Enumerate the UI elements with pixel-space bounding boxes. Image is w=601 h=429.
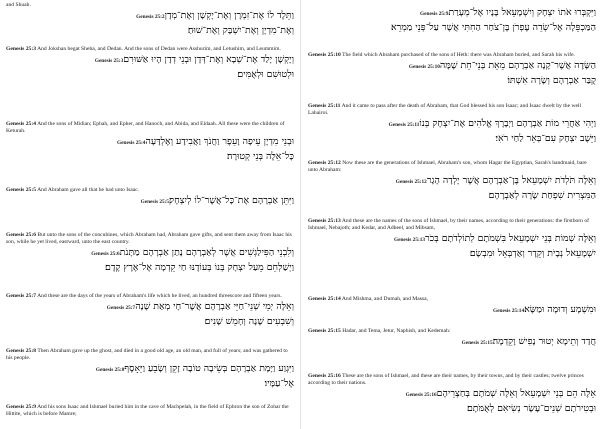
hebrew-text: וְאֵלֶּה שְׁמוֹת בְּנֵי יִשְׁמָעֵאל בִּשְׁמֹתָם לְתוֹלְדֹתָם בְּכֹר [425, 233, 596, 244]
hebrew-text: וְלִבְנֵי הַפִּילַגְשִׁים אֲשֶׁר לְאַבְרָהָם נָתַן אַבְרָהָם מַתָּנֹת [119, 247, 294, 258]
english-verse-text: And Jokshan begat Sheba, and Dedan. And the sons of Dedan were Asshurim, and Letushim, and Leummim. [37, 46, 281, 52]
hebrew-verse-ref: Genesis 25:10 [408, 64, 440, 70]
english-verse-ref: Genesis 25:16 [308, 373, 341, 379]
hebrew-verse-ref: Genesis 25:4 [117, 140, 146, 146]
hebrew-verse-ref: Genesis 25:6 [91, 251, 120, 257]
hebrew-line [308, 60, 596, 74]
english-verse [308, 218, 596, 232]
english-verse [308, 328, 596, 335]
hebrew-line [308, 22, 596, 34]
hebrew-text: אֵלֶּה הֵם בְּנֵי יִשְׁמָעֵאל וְאֵלֶּה שְׁמֹתָם בְּחַצְרֵיהֶם [436, 388, 596, 399]
hebrew-text: וַיְשַׁלְּחֵם מֵעַל יִצְחָק בְּנוֹ בְּעוֹדֶנּוּ חַי קֵדְמָה אֶל־אֶרֶץ קֶדֶם׃ [104, 261, 294, 273]
verse-block [308, 103, 596, 144]
english-verse-ref: Genesis 25:6 [6, 232, 36, 238]
english-verse-ref: Genesis 25:5 [6, 187, 36, 193]
hebrew-verse-ref: Genesis 25:5 [140, 199, 170, 205]
hebrew-line [308, 190, 596, 202]
hebrew-line [308, 118, 596, 132]
hebrew-verse-ref: Genesis 25:15 [461, 340, 493, 346]
english-verse-ref: Genesis 25:15 [308, 328, 341, 334]
hebrew-line [6, 378, 294, 390]
hebrew-line [308, 233, 596, 247]
hebrew-text: וַיִּגְוַע וַיָּמָת אַבְרָהָם בְּשֵׂיבָה טוֹבָה זָקֵן וְשָׂבֵעַ וַיֵּאָסֶף [124, 363, 294, 374]
hebrew-verse-ref: Genesis 25:11 [388, 122, 420, 128]
verse-block [6, 2, 294, 36]
hebrew-text: וְאֶת־מִדְיָן וְאֶת־יִשְׁבָּק וְאֶת־שׁוּחַ׃ [187, 24, 294, 36]
hebrew-verse-ref: Genesis 25:8 [95, 367, 125, 373]
hebrew-line [6, 363, 294, 377]
english-verse-ref: Genesis 25:8 [6, 348, 36, 354]
english-verse [6, 232, 294, 246]
hebrew-text: וּמִשְׁמָע וְדוּמָה וּמַשָּׂא׃ [524, 304, 596, 315]
hebrew-text: יִשְׁמָעֵאל נְבָיֹת וְקֵדָר וְאַדְבְּאֵל וּמִבְשָׂם׃ [469, 247, 596, 259]
hebrew-text: וְאֵלֶּה תֹּלְדֹת יִשְׁמָעֵאל בֶּן־אַבְרָהָם אֲשֶׁר יָלְדָה הָגָר [426, 175, 596, 186]
hebrew-text: וַיִּתֵּן אַבְרָהָם אֶת־כָּל־אֲשֶׁר־לוֹ לְיִצְחָק׃ [169, 195, 294, 206]
hebrew-verse-ref: Genesis 25:7 [106, 305, 136, 311]
english-verse-text: And Mishma, and Dumah, and Massa, [341, 296, 428, 302]
verse-block [308, 373, 596, 414]
right-page [308, 0, 596, 429]
english-verse-ref: Genesis 25:3 [6, 46, 36, 52]
english-verse-ref: Genesis 25:9 [6, 404, 36, 410]
hebrew-text: כָּל־אֵלֶּה בְּנֵי קְטוּרָה׃ [226, 150, 294, 162]
hebrew-line [308, 403, 596, 415]
english-verse-text: And the sons of Midian; Ephah, and Epher, and Hanoch, and Abida, and Eldaah. All these were the children of Keturah. [6, 121, 285, 134]
verse-block [6, 348, 294, 389]
english-verse [6, 121, 294, 135]
hebrew-text: וּלְטוּשִׁם וּלְאֻמִּים׃ [237, 68, 294, 80]
hebrew-line [308, 7, 596, 21]
english-verse-text: And these are the names of the sons of Ishmael, by their names, according to their generations: the firstborn of Ishmael, Nebajoth; and Kedar, and Adbeel, and Mibsam, [308, 218, 590, 231]
hebrew-line [308, 336, 596, 350]
english-verse [308, 160, 596, 174]
hebrew-text: וְאֵלֶּה יְמֵי שְׁנֵי־חַיֵּי אַבְרָהָם אֲשֶׁר־חָי מְאַת שָׁנָה [135, 301, 294, 312]
hebrew-verse-ref: Genesis 25:3 [94, 58, 124, 64]
english-verse-text: And his sons Isaac and Ishmael buried him in the cave of Machpelah, in the field of Ephron the son of Zohar the Hittite, which is before Mamre; [6, 404, 289, 417]
english-verse-ref: Genesis 25:12 [308, 160, 341, 166]
english-verse-text: But unto the sons of the concubines, which Abraham had, Abraham gave gifts, and sent them away from Isaac his son, while he yet lived, eastward, unto the east country. [6, 232, 292, 245]
hebrew-text: וַתֵּלֶד לוֹ אֶת־זִמְרָן וְאֶת־יָקְשָׁן וְאֶת־מְדָן [164, 10, 294, 21]
english-verse [308, 373, 596, 387]
english-verse-ref: Genesis 25:13 [308, 218, 341, 224]
english-verse [6, 46, 294, 53]
english-verse-ref: Genesis 25:11 [308, 103, 341, 109]
hebrew-text: וַיְהִי אַחֲרֵי מוֹת אַבְרָהָם וַיְבָרֶךְ אֱלֹהִים אֶת־יִצְחָק בְּנוֹ [419, 118, 596, 129]
english-verse-text: And Abraham gave all that he had unto Isaac. [37, 187, 140, 193]
hebrew-line [6, 316, 294, 328]
hebrew-text: חֲדַד וְתֵימָא יְטוּר נָפִישׁ וָקֵדְמָה׃ [492, 336, 596, 347]
hebrew-text: קֻבַּר אַבְרָהָם וְשָׂרָה אִשְׁתּוֹ׃ [507, 74, 596, 86]
english-verse [6, 2, 294, 9]
hebrew-line [6, 262, 294, 274]
hebrew-text: וּבְטִירֹתָם שְׁנֵים־עָשָׂר נְשִׂיאִם לְאֻמֹּתָם׃ [466, 402, 596, 414]
english-verse-text: Now these are the generations of Ishmael, Abraham's son, whom Hagar the Egyptian, Sarah's handmaid, bare unto Abraham: [308, 160, 587, 173]
english-verse-text: And it came to pass after the death of Abraham, that God blessed his son Isaac; and Isaac dwelt by the well Lahairoi. [308, 103, 582, 116]
left-page [6, 0, 294, 429]
english-verse-ref: Genesis 25:4 [6, 121, 36, 127]
verse-block [308, 218, 596, 259]
hebrew-verse-ref: Genesis 25:12 [395, 179, 427, 185]
english-verse-ref: Genesis 25:7 [6, 293, 36, 299]
hebrew-text: הַמַּכְפֵּלָה אֶל־שְׂדֵה עֶפְרֹן בֶּן־צֹחַר הַחִתִּי אֲשֶׁר עַל־פְּנֵי מַמְרֵא׃ [390, 21, 596, 33]
hebrew-line [6, 136, 294, 150]
hebrew-verse-ref: Genesis 25:9 [420, 11, 449, 17]
verse-block [308, 160, 596, 201]
hebrew-line [6, 10, 294, 24]
english-verse-ref: Genesis 25:14 [308, 296, 341, 302]
verse-block [6, 293, 294, 327]
hebrew-text: וַיִּקְבְּרוּ אֹתוֹ יִצְחָק וְיִשְׁמָעֵאל בָּנָיו אֶל־מְעָרַת [448, 7, 596, 18]
english-verse [308, 296, 596, 303]
hebrew-text: הַשָּׂדֶה אֲשֶׁר־קָנָה אַבְרָהָם מֵאֵת בְּנֵי־חֵת שָׁמָּה [439, 60, 596, 71]
hebrew-verse-ref: Genesis 25:16 [405, 392, 437, 398]
english-verse-text: Then Abraham gave up the ghost, and died in a good old age, an old man, and full of years; and was gathered to his people. [6, 348, 288, 361]
english-verse [6, 187, 294, 194]
hebrew-text: הַמִּצְרִית שִׁפְחַת שָׂרָה לְאַבְרָהָם׃ [488, 189, 596, 201]
hebrew-line [6, 151, 294, 163]
hebrew-line [308, 175, 596, 189]
english-verse-text: These are the sons of Ishmael, and these are their names, by their towns, and by their castles; twelve princes according to their nations. [308, 373, 584, 386]
hebrew-verse-ref: Genesis 25:14 [493, 308, 525, 314]
english-verse-text: And these are the days of the years of Abraham's life which he lived, an hundred threescore and fifteen years. [37, 293, 282, 299]
verse-block [6, 404, 294, 418]
page-gutter [300, 0, 301, 429]
english-verse [6, 404, 294, 418]
verse-block [6, 187, 294, 209]
hebrew-line [6, 301, 294, 315]
hebrew-verse-ref: Genesis 25:2 [136, 14, 165, 20]
verse-block [6, 46, 294, 80]
english-verse-ref: Genesis 25:10 [308, 52, 341, 58]
hebrew-line [6, 247, 294, 261]
hebrew-line [308, 304, 596, 318]
hebrew-line [6, 25, 294, 37]
hebrew-line [6, 54, 294, 68]
hebrew-text: וְשִׁבְעִים שָׁנָה וְחָמֵשׁ שָׁנִים׃ [204, 315, 294, 327]
verse-block [308, 6, 596, 33]
hebrew-text: וַיֵּשֶׁב יִצְחָק עִם־בְּאֵר לַחַי רֹאִי׃ [495, 132, 596, 144]
hebrew-line [6, 69, 294, 81]
hebrew-line [308, 75, 596, 87]
english-verse [308, 103, 596, 117]
english-verse-text: and Shuah. [6, 2, 31, 8]
verse-block [6, 232, 294, 273]
hebrew-line [308, 248, 596, 260]
english-verse-text: Hadar, and Tema, Jetur, Naphish, and Kedemah: [342, 328, 451, 334]
english-verse [308, 52, 596, 59]
verse-block [308, 328, 596, 350]
verse-block [308, 52, 596, 86]
hebrew-line [308, 133, 596, 145]
hebrew-line [6, 195, 294, 209]
english-verse [6, 348, 294, 362]
verse-block [6, 121, 294, 162]
hebrew-verse-ref: Genesis 25:13 [394, 237, 426, 243]
english-verse [6, 293, 294, 300]
hebrew-text: וּבְנֵי מִדְיָן עֵיפָה וָעֵפֶר וַחֲנֹךְ וַאֲבִידָע וְאֶלְדָּעָה [145, 136, 294, 147]
hebrew-line [308, 388, 596, 402]
english-verse-text: The field which Abraham purchased of the sons of Heth: there was Abraham buried, and Sarah his wife. [342, 52, 575, 58]
verse-block [308, 296, 596, 318]
hebrew-text: וְיָקְשָׁן יָלַד אֶת־שְׁבָא וְאֶת־דְּדָן וּבְנֵי דְדָן הָיוּ אַשּׁוּרִם [123, 54, 294, 65]
hebrew-text: אֶל־עַמָּיו׃ [264, 377, 294, 389]
